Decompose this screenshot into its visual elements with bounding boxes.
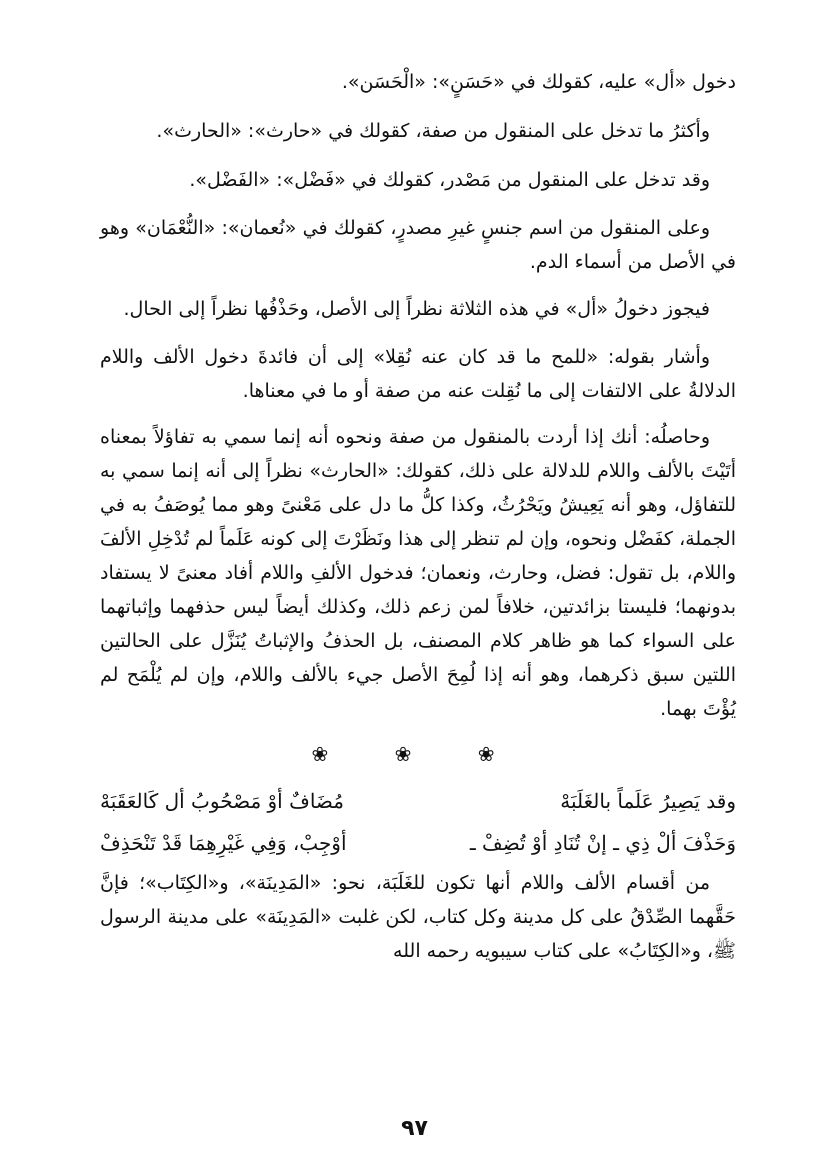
paragraph-hasil: وحاصلُه: أنك إذا أردت بالمنقول من صفة ونحوه أنه إنما سمي به تفاؤلاً بمعناه أتَيْتَ بالألف واللام للدلالة على ذلك، كقولك: «الحارث» نظراً إلى أنه إنما سمي به للتفاؤل، وهو أنه يَعِيشُ ويَحْرُثُ، وكذا كلُّ ما دل على مَعْنىً وهو مما يُوصَفُ به في الجملة، كفَضْل ونحوه، وإن لم تنظر إلى هذا ونَظَرْتَ إلى كونه عَلَماً لم تُدْخِلِ الألفَ واللام، بل تقول: فضل، وحارث، ونعمان؛ فدخول الألفِ واللام أفاد معنىً لا يستفاد بدونهما؛ فليستا بزائدتين، خلافاً لمن زعم ذلك، وكذلك أيضاً ليس حذفهما وإثباتهما على السواء كما هو ظاهر كلام المصنف، بل الحذفُ والإثباتُ يُنَزَّل على الحالتين اللتين سبق ذكرهما، وهو أنه إذا لُمِحَ الأصل جيء بالألف واللام، وإن لم يُلْمَح لم يُؤْتَ بهما. [100, 426, 736, 720]
paragraph-sifa: وأكثرُ ما تدخل على المنقول من صفة، كقولك في «حارث»: «الحارث». [156, 120, 710, 142]
verse-line-2 [100, 824, 736, 862]
paragraph-ishara: وأشار بقوله: «للمح ما قد كان عنه نُقِلا» إلى أن فائدةَ دخول الألف واللام الدلالةُ على الالتفات إلى ما نُقِلت عنه من صفة أو ما في معناها. [100, 346, 736, 402]
verse-2-first-hemistich: وَحَذْفَ ألْ ذِي ـ إنْ تُنَادِ أوْ تُضِفْ ـ [469, 831, 736, 855]
verse-1-second-hemistich: مُضَافٌ أوْ مَصْحُوبُ أل كَالعَقَبَهْ [100, 789, 344, 813]
verse-2-second-hemistich: أوْجِبْ، وَفِي غَيْرِهِمَا قَدْ تَنْحَذِفْ [100, 831, 347, 855]
paragraph-intro: دخول «أل» عليه، كقولك في «حَسَنٍ»: «الْحَسَن». [341, 71, 736, 93]
section-separator: ❀ ❀ ❀ [311, 742, 525, 766]
paragraph-masdar: وقد تدخل على المنقول من مَصْدر، كقولك في «فَضْل»: «الفَضْل». [189, 169, 710, 191]
page-body [100, 64, 736, 980]
paragraph-commentary: من أقسام الألف واللام أنها تكون للغَلَبَة، نحو: «المَدِينَة»، و«الكِتَاب»؛ فإنَّ حَقَّهما الصِّدْقُ على كل مدينة وكل كتاب، لكن غلبت «المَدِينَة» على مدينة الرسول ﷺ، و«الكِتَابُ» على كتاب سيبويه رحمه الله [100, 872, 736, 962]
verse-1-first-hemistich: وقد يَصِيرُ عَلَماً بالغَلَبَهْ [560, 789, 736, 813]
verse-line-1 [100, 782, 736, 820]
paragraph-jawaz: فيجوز دخولُ «أل» في هذه الثلاثة نظراً إلى الأصل، وحَذْفُها نظراً إلى الحال. [123, 298, 710, 320]
page-number: ٩٧ [401, 1116, 428, 1141]
paragraph-ism-jins: وعلى المنقول من اسم جنسٍ غيرِ مصدرٍ، كقولك في «نُعمان»: «النُّعْمَان» وهو في الأصل من أسماء الدم. [100, 217, 736, 273]
